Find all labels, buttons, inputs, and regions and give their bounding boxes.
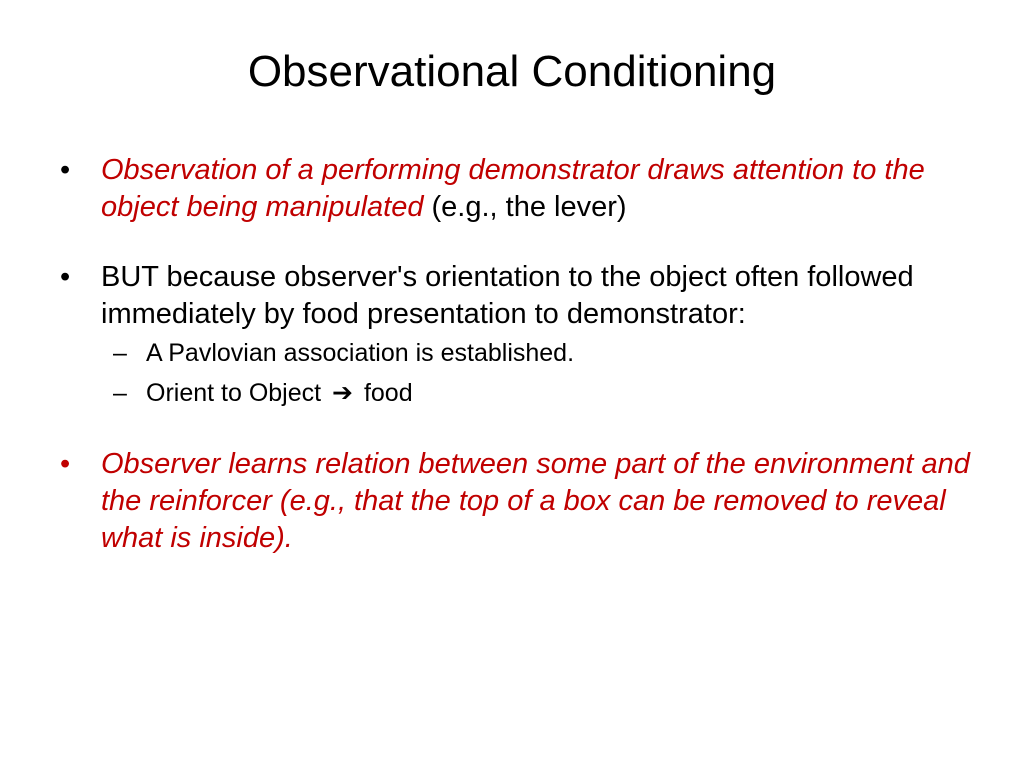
subitem-text-pre: Orient to Object — [146, 379, 322, 407]
bullet-marker: • — [60, 448, 71, 480]
subitem-text-post: food — [363, 379, 413, 407]
subitem-text: A Pavlovian association is established. — [146, 339, 575, 367]
subitem-pavlovian — [60, 333, 970, 373]
bullet-emphasis-text: Observation of a performing demonstrator draws attention to the object being manipulated — [101, 154, 925, 223]
bullet-marker: • — [60, 261, 71, 293]
bullet-example-text: (e.g., the lever) — [423, 191, 627, 223]
dash-marker: – — [113, 339, 127, 367]
bullet-item-observation — [60, 152, 970, 226]
bullet-text: Observer learns relation between some part of the environment and the reinforcer (e.g., that the top of a box can be removed to reveal what is inside). — [101, 448, 970, 554]
dash-marker: – — [113, 379, 127, 407]
subitem-orient-to-object — [60, 373, 970, 413]
slide-body — [60, 152, 970, 557]
bullet-marker: • — [60, 154, 71, 186]
right-arrow-icon: ➔ — [332, 379, 353, 407]
bullet-text: BUT because observer's orientation to the object often followed immediately by food presentation to demonstrator: — [101, 261, 914, 330]
bullet-item-observer-learns — [60, 446, 970, 557]
bullet-item-but-because — [60, 259, 970, 333]
slide-title: Observational Conditioning — [247, 47, 777, 96]
